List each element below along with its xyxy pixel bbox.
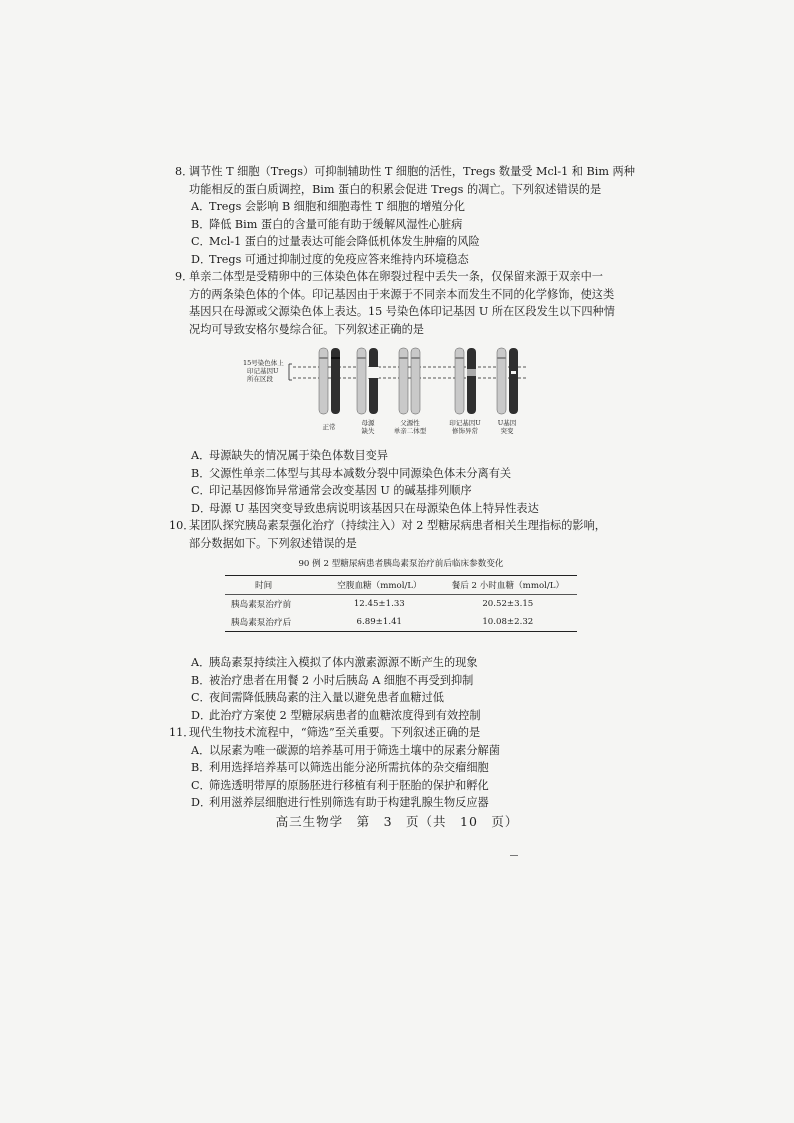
table-cell: 10.08±2.32 [482,617,534,627]
table-header: 餐后 2 小时血糖（mmol/L） [451,581,565,591]
table-cell: 20.52±3.15 [482,599,534,609]
table-cell: 12.45±1.33 [353,599,405,609]
option-a[interactable]: A．胰岛素泵持续注入模拟了体内激素源源不断产生的现象 [191,656,478,669]
caption-maternal-deletion-line2: 缺失 [361,427,375,435]
chromosome-figure [235,343,535,443]
question-9-stem-cont: 方的两条染色体的个体。印记基因由于来源于不同亲本而发生不同的化学修饰，使这类 [189,287,615,301]
caption-imprinting-defect: 印记基因U [449,419,481,427]
table-cell: 胰岛素泵治疗前 [231,600,292,610]
chromosome-pair-imprinting-defect [455,348,476,414]
question-10 [169,517,635,552]
option-a[interactable]: A．以尿素为唯一碳源的培养基可用于筛选土壤中的尿素分解菌 [191,743,500,757]
caption-paternal-upd: 父源性 [400,419,420,427]
table-cell: 胰岛素泵治疗后 [231,618,292,628]
option-c[interactable]: C．印记基因修饰异常通常会改变基因 U 的碱基排列顺序 [191,484,472,498]
caption-u-mutation-line2: 突变 [500,427,514,435]
table-bottom-rule [225,631,577,632]
option-a[interactable]: A．母源缺失的情况属于染色体数目变异 [191,449,389,462]
option-c[interactable]: C．筛选透明带厚的原肠胚进行移植有利于胚胎的保护和孵化 [191,778,489,792]
question-10-stem: 10．某团队探究胰岛素泵强化治疗（持续注入）对 2 型糖尿病患者相关生理指标的影响， [175,517,635,535]
table-row [225,613,577,631]
caption-u-mutation: U基因 [497,419,517,427]
glucose-table [225,557,577,632]
chromosome-pair-paternal-upd [399,348,420,414]
question-10-stem-cont: 部分数据如下。下列叙述错误的是 [189,536,357,550]
question-11-stem: 11．现代生物技术流程中，“筛选”至关重要。下列叙述正确的是 [175,724,635,742]
table-header-row [225,576,577,594]
question-10-options [175,654,635,724]
table-cell: 6.89±1.41 [356,617,403,627]
option-b[interactable]: B．被治疗患者在用餐 2 小时后胰岛 A 细胞不再受到抑制 [191,673,474,687]
option-b[interactable]: B．利用选择培养基可以筛选出能分泌所需抗体的杂交瘤细胞 [191,761,489,775]
option-d[interactable]: D．母源 U 基因突变导致患病说明该基因只在母源染色体上特异性表达 [191,501,539,515]
option-b[interactable]: B．父源性单亲二体型与其母本减数分裂中同源染色体未分离有关 [191,466,512,480]
table-title: 90 例 2 型糖尿病患者胰岛素泵治疗前后临床参数变化 [298,559,504,569]
table-row [225,595,577,613]
scan-mark [510,855,518,856]
question-9-stem: 9．单亲二体型是受精卵中的三体染色体在卵裂过程中丢失一条，仅保留来源于双亲中一 [175,268,635,286]
question-number: 10． [169,519,195,532]
question-number: 9． [175,270,194,283]
question-9-stem-cont: 基因只在母源或父源染色体上表达。15 号染色体印记基因 U 所在区段发生以下四种情 [189,305,615,319]
chromosome-pair-u-mutation [497,348,518,414]
question-8 [175,163,635,269]
option-b[interactable]: B．降低 Bim 蛋白的含量可能有助于缓解风湿性心脏病 [191,217,463,231]
figure-side-label: 所在区段 [247,375,273,383]
option-c[interactable]: C．夜间需降低胰岛素的注入量以避免患者血糖过低 [191,691,444,705]
figure-side-label: 印记基因U [247,367,279,375]
caption-maternal-deletion: 母源 [361,419,375,427]
caption-paternal-upd-line2: 单亲二体型 [393,427,427,435]
page-footer: 高三生物学 第 3 页（共 10 页） [275,814,519,829]
option-a[interactable]: A．Tregs 会影响 B 细胞和细胞毒性 T 细胞的增殖分化 [191,200,465,214]
question-11 [169,724,635,812]
chromosome-pair-maternal-deletion [357,348,379,414]
caption-normal: 正常 [322,423,336,431]
option-d[interactable]: D．Tregs 可通过抑制过度的免疫应答来维持内环境稳态 [191,252,469,266]
chromosome-pair-normal [319,348,340,414]
option-c[interactable]: C．Mcl-1 蛋白的过量表达可能会降低机体发生肿瘤的风险 [191,235,480,249]
question-number: 8． [175,165,194,178]
question-number: 11． [169,726,195,739]
figure-side-label: 15号染色体上 [243,359,284,367]
question-9 [175,268,635,338]
option-d[interactable]: D．利用滋养层细胞进行性别筛选有助于构建乳腺生物反应器 [191,796,489,810]
question-8-stem: 8．调节性 T 细胞（Tregs）可抑制辅助性 T 细胞的活性，Tregs 数量受 Mcl-1 和 Bim 两种 [175,163,635,181]
option-d[interactable]: D．此治疗方案使 2 型糖尿病患者的血糖浓度得到有效控制 [191,708,481,722]
question-9-options [175,447,635,517]
question-9-stem-cont: 况均可导致安格尔曼综合征。下列叙述正确的是 [189,322,424,336]
table-header: 时间 [255,581,273,591]
caption-imprinting-defect-line2: 修饰异常 [452,427,478,435]
question-8-stem-cont: 功能相反的蛋白质调控，Bim 蛋白的积累会促进 Tregs 的凋亡。下列叙述错误的是 [189,182,602,196]
table-header: 空腹血糖（mmol/L） [337,581,422,591]
